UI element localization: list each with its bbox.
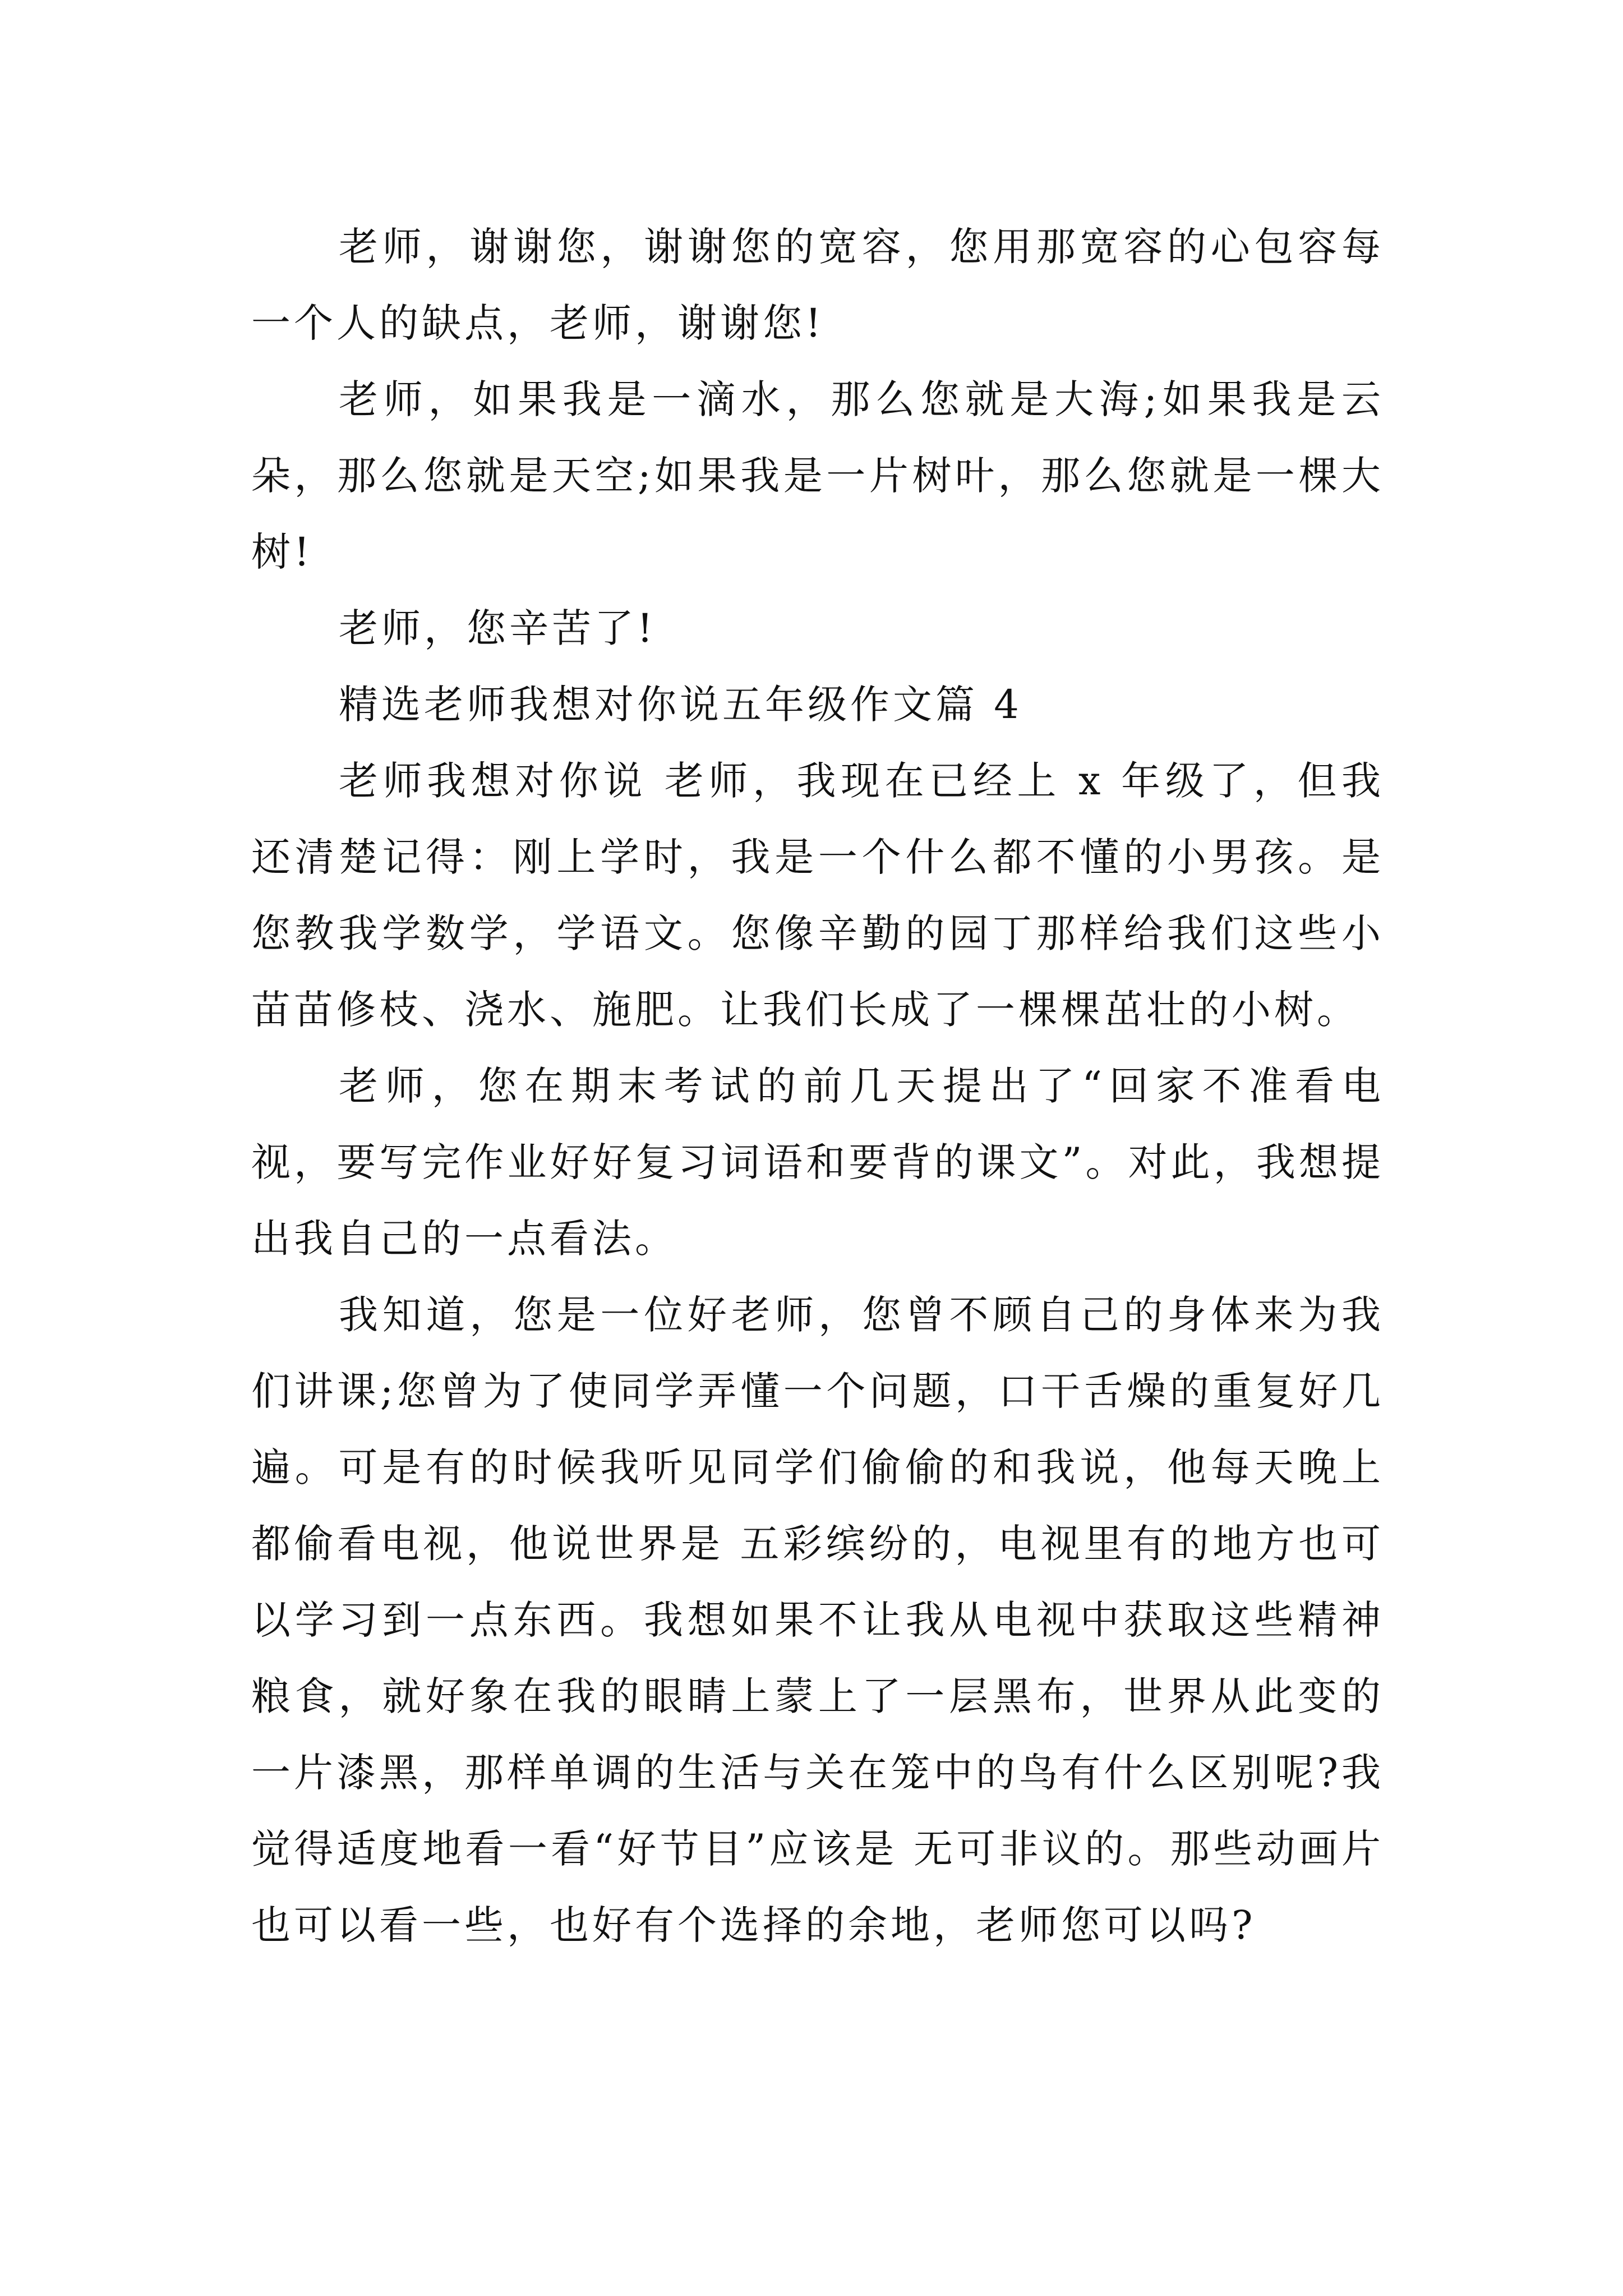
document-body [251,209,1384,1963]
paragraph-argument: 我知道，您是一位好老师，您曾不顾自己的身体来为我们讲课;您曾为了使同学弄懂一个问题，口干舌燥的重复好几遍。可是有的时候我听见同学们偷偷的和我说，他每天晚上都偷看电视，他说世界是 五彩缤纷的，电视里有的地方也可以学习到一点东西。我想如果不让我从电视中获取这些精神粮食，就好象在我的眼睛上蒙上了一层黑布，世界从此变的一片漆黑，那样单调的生活与关在笼中的鸟有什么区别呢?我觉得适度地看一看“好节目”应该是 无可非议的。那些动画片也可以看一些，也好有个选择的余地，老师您可以吗? [251,1292,1384,1948]
paragraph-intro: 老师我想对你说 老师，我现在已经上 x 年级了，但我还清楚记得：刚上学时，我是一个什么都不懂的小男孩。是您教我学数学，学语文。您像辛勤的园丁那样给我们这些小苗苗修枝、浇水、施肥。让我们长成了一棵棵茁壮的小树。 [251,758,1384,1033]
paragraph-request: 老师，您在期末考试的前几天提出了“回家不准看电视，要写完作业好好复习词语和要背的课文”。对此，我想提出我自己的一点看法。 [251,1063,1384,1262]
paragraph-closing: 老师，您辛苦了! [339,605,657,651]
section-title: 精选老师我想对你说五年级作文篇 4 [339,682,1022,728]
paragraph-metaphor: 老师，如果我是一滴水，那么您就是大海;如果我是云朵，那么您就是天空;如果我是一片树叶，那么您就是一棵大树! [251,376,1384,575]
paragraph-thanks: 老师，谢谢您，谢谢您的宽容，您用那宽容的心包容每一个人的缺点，老师，谢谢您! [251,224,1384,346]
